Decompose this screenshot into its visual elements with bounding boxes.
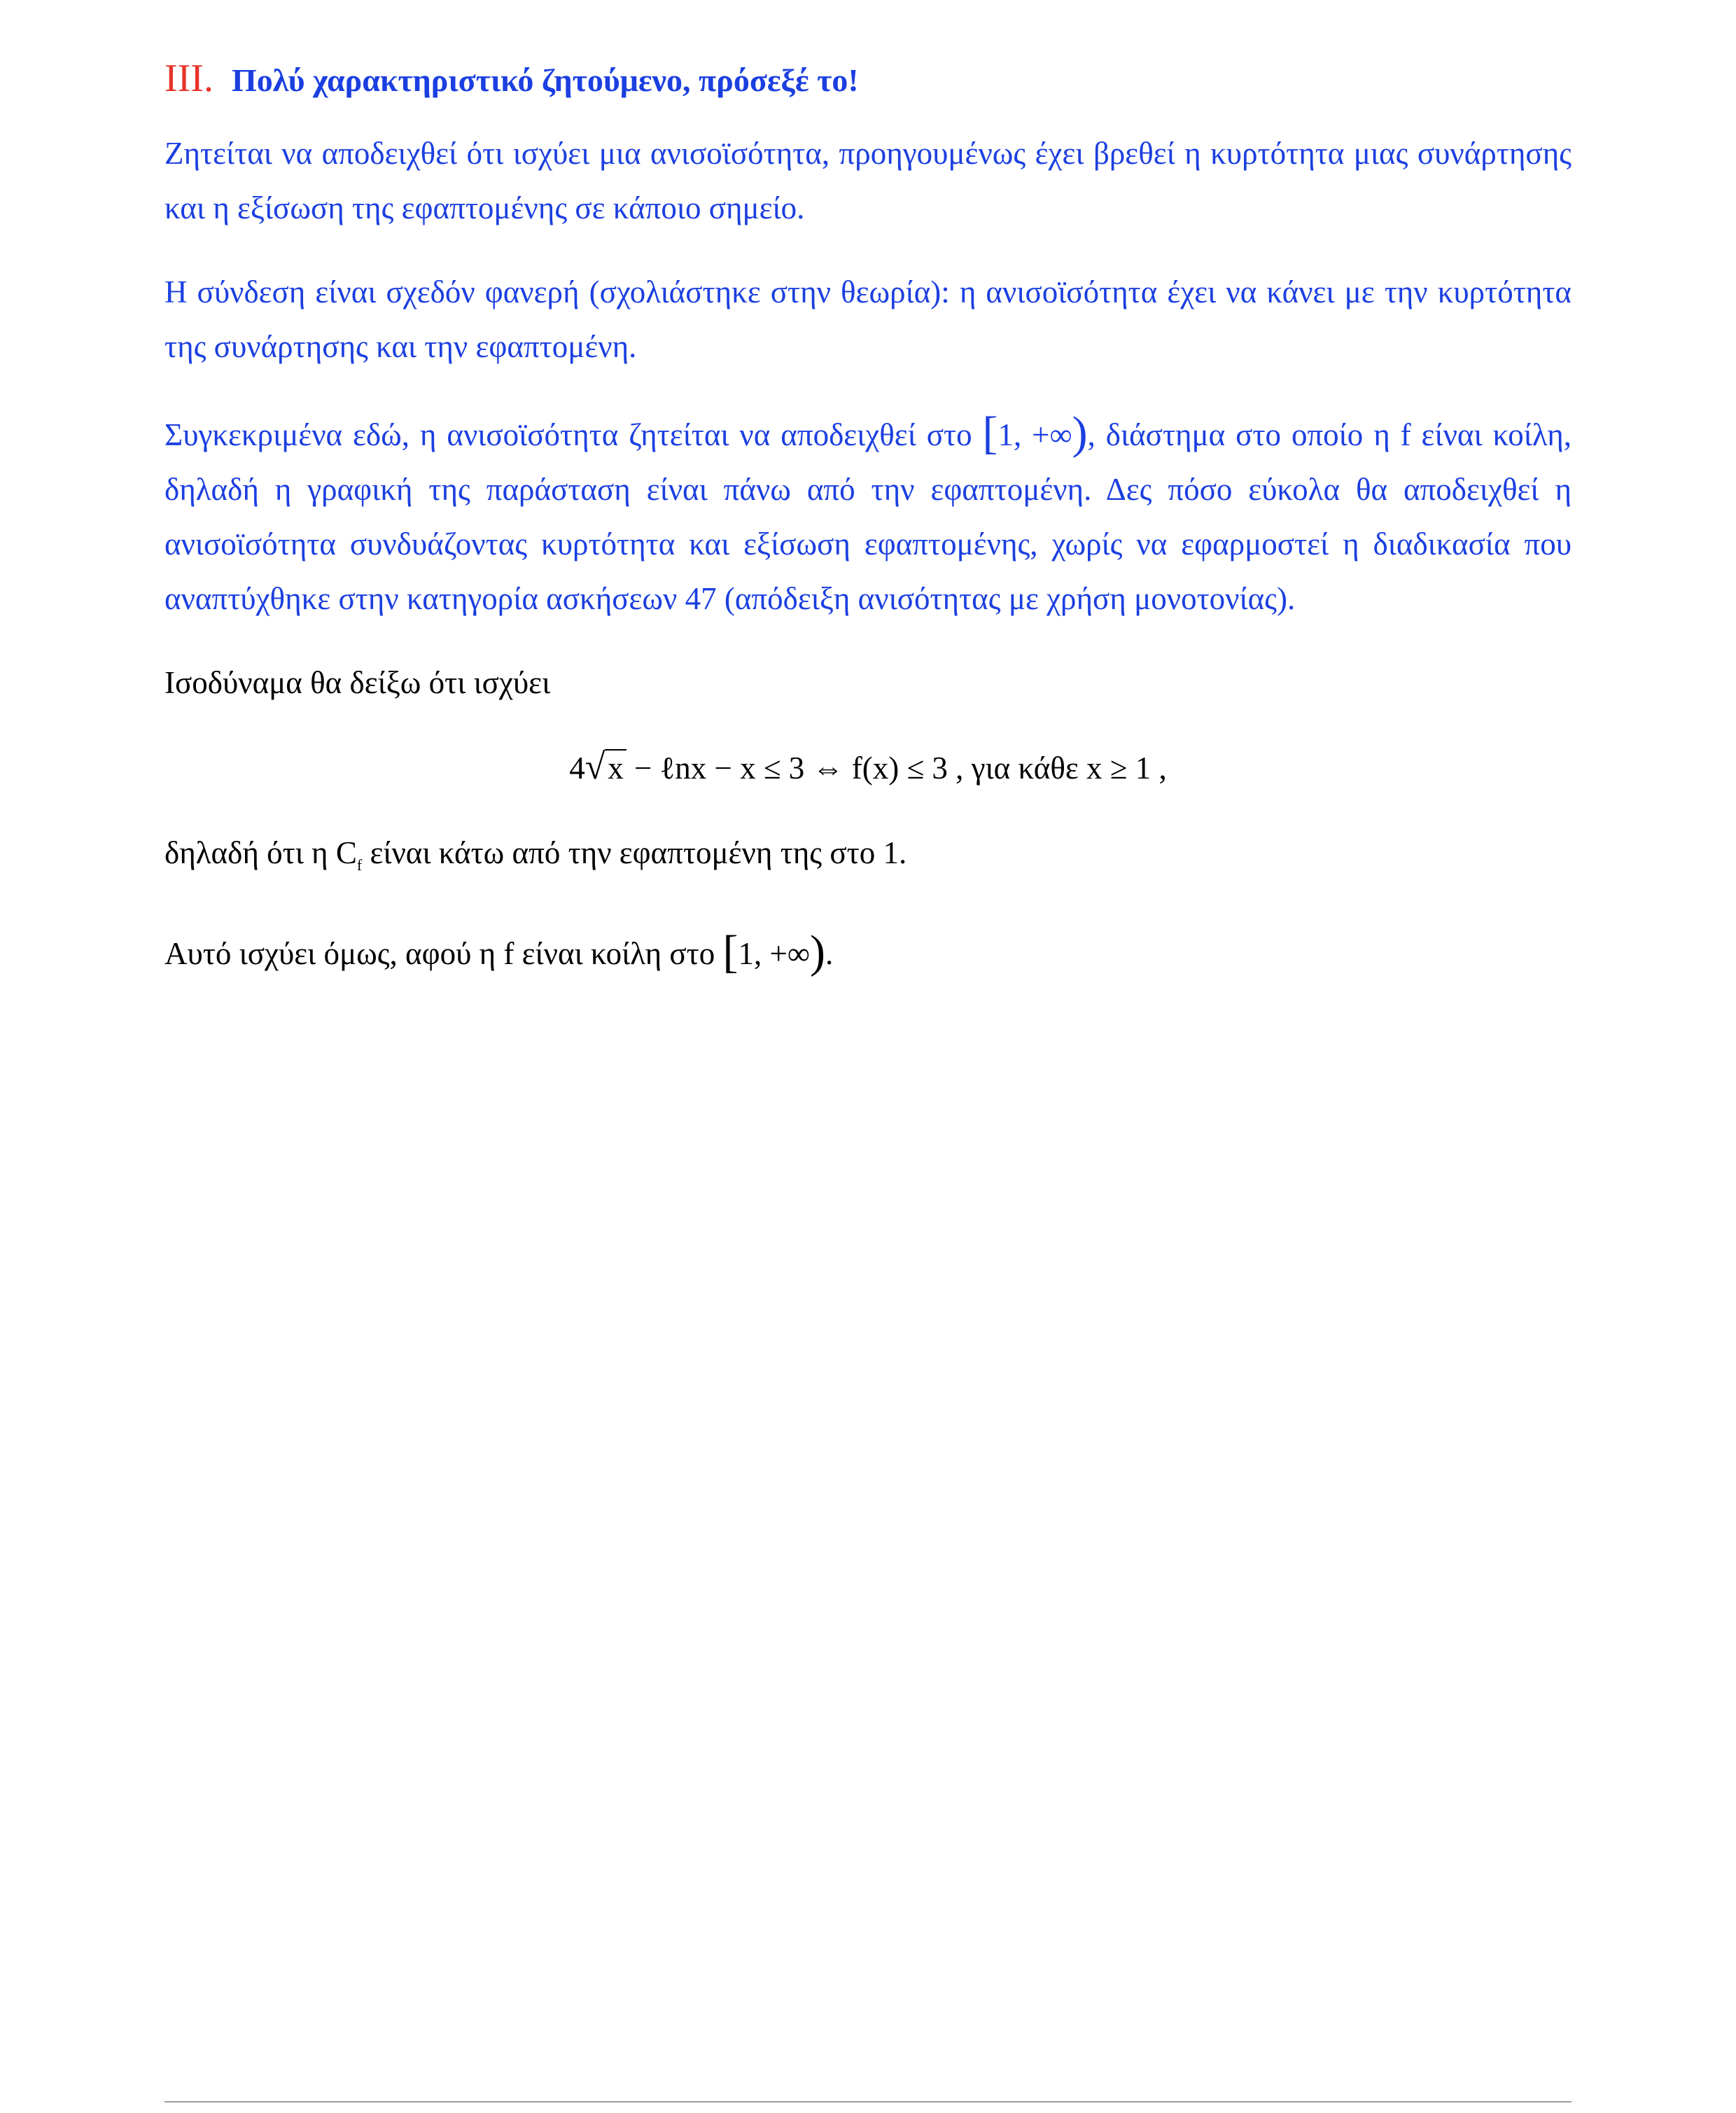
tangent-text-after: είναι κάτω από την εφαπτομένη της στο 1. — [362, 835, 907, 870]
interval-value: 1, +∞ — [997, 417, 1072, 452]
paragraph-conclusion — [164, 922, 1572, 981]
paragraph-tangent-below — [164, 825, 1572, 893]
footer-rule — [164, 2101, 1572, 2102]
conclusion-text-after: . — [825, 936, 834, 971]
inequality-equation — [164, 739, 1572, 796]
paragraph-intro: Ζητείται να αποδειχθεί ότι ισχύει μια ανισοϊσότητα, προηγουμένως έχει βρεθεί η κυρτότητα μιας συνάρτησης και η εξίσωση της εφαπτομένης σε κάποιο σημείο. — [164, 136, 1572, 225]
equation-rest: − ℓnx − x ≤ 3 ⇔ f(x) ≤ 3 , για κάθε x ≥ 1 , — [626, 751, 1167, 786]
section-heading — [164, 56, 1572, 101]
equation-coefficient: 4 — [569, 751, 585, 786]
specifics-text-after: , διάστημα στο οποίο η f είναι κοίλη, δηλαδή η γραφική της παράσταση είναι πάνω από την εφαπτομένη. Δες πόσο εύκολα θα αποδειχθεί η ανισοϊσότητα συνδυάζοντας κυρτότητα και εξίσωση εφαπτομένης, χωρίς να εφαρμοστεί η διαδικασία που αναπτύχθηκε στην κατηγορία ασκήσεων 47 (απόδειξη ανισότητας με χρήση μονοτονίας). — [164, 417, 1572, 616]
interval-expression: [1, +∞) — [982, 407, 1088, 459]
section-number: III. — [164, 57, 214, 100]
conclusion-interval: [1, +∞) — [722, 926, 825, 977]
paragraph-connection: Η σύνδεση είναι σχεδόν φανερή (σχολιάστηκε στην θεωρία): η ανισοϊσότητα έχει να κάνει με την κυρτότητα της συνάρτησης και την εφαπτομένη. — [164, 274, 1572, 364]
curve-subscript: f — [356, 856, 363, 874]
specifics-text-before: Συγκεκριμένα εδώ, η ανισοϊσότητα ζητείται να αποδειχθεί στο — [164, 417, 972, 452]
conclusion-text-before: Αυτό ισχύει όμως, αφού η f είναι κοίλη στο — [164, 936, 715, 971]
square-root: √x — [585, 739, 626, 796]
radicand: x — [605, 749, 626, 786]
tangent-text-before: δηλαδή ότι η C — [164, 835, 357, 870]
paragraph-specifics — [164, 403, 1572, 626]
paragraph-equivalently: Ισοδύναμα θα δείξω ότι ισχύει — [164, 665, 551, 700]
section-title: Πολύ χαρακτηριστικό ζητούμενο, πρόσεξέ το! — [231, 62, 859, 98]
conclusion-interval-value: 1, +∞ — [738, 936, 810, 971]
document-page — [164, 56, 1572, 1010]
